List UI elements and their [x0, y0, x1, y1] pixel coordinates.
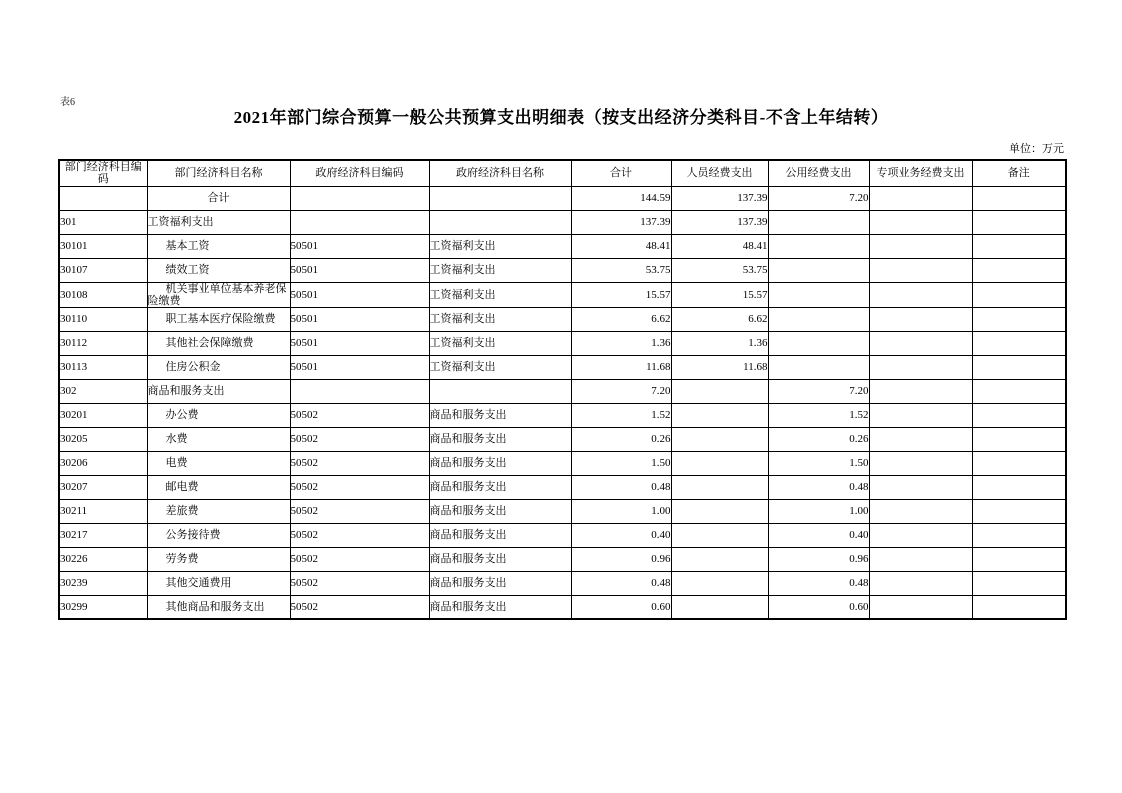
table-row	[59, 451, 1066, 475]
table-row	[59, 595, 1066, 619]
gov-name-cell: 商品和服务支出	[429, 595, 571, 619]
dept-name-cell: 绩效工资	[147, 258, 290, 282]
personnel-cell	[671, 547, 768, 571]
dept-code-cell: 30217	[59, 523, 147, 547]
remark-cell	[972, 258, 1066, 282]
public-cell: 1.50	[768, 451, 869, 475]
table-row	[59, 307, 1066, 331]
header-row	[59, 160, 1066, 186]
public-cell: 0.26	[768, 427, 869, 451]
special-cell	[869, 499, 972, 523]
special-cell	[869, 571, 972, 595]
total-cell: 0.48	[571, 571, 671, 595]
personnel-cell	[671, 403, 768, 427]
special-cell	[869, 282, 972, 307]
personnel-cell: 11.68	[671, 355, 768, 379]
public-cell	[768, 282, 869, 307]
gov-code-cell	[290, 210, 429, 234]
dept-code-cell: 30113	[59, 355, 147, 379]
gov-name-cell: 商品和服务支出	[429, 499, 571, 523]
remark-cell	[972, 331, 1066, 355]
gov-code-cell: 50502	[290, 451, 429, 475]
table-row	[59, 210, 1066, 234]
special-cell	[869, 595, 972, 619]
dept-name-cell: 邮电费	[147, 475, 290, 499]
personnel-cell	[671, 523, 768, 547]
gov-code-cell: 50502	[290, 499, 429, 523]
special-cell	[869, 523, 972, 547]
public-cell: 0.60	[768, 595, 869, 619]
table-body	[59, 186, 1066, 619]
public-cell	[768, 355, 869, 379]
gov-code-cell: 50501	[290, 355, 429, 379]
total-cell: 11.68	[571, 355, 671, 379]
gov-code-cell: 50501	[290, 234, 429, 258]
public-cell: 0.48	[768, 475, 869, 499]
dept-code-cell: 30108	[59, 282, 147, 307]
col-header-gov-code: 政府经济科目编码	[290, 160, 429, 186]
gov-code-cell: 50502	[290, 427, 429, 451]
dept-name-cell: 办公费	[147, 403, 290, 427]
dept-code-cell	[59, 186, 147, 210]
remark-cell	[972, 186, 1066, 210]
special-cell	[869, 355, 972, 379]
table-row	[59, 571, 1066, 595]
gov-code-cell: 50501	[290, 331, 429, 355]
remark-cell	[972, 547, 1066, 571]
table-row	[59, 547, 1066, 571]
gov-name-cell	[429, 379, 571, 403]
table-row	[59, 258, 1066, 282]
special-cell	[869, 307, 972, 331]
dept-code-cell: 30201	[59, 403, 147, 427]
dept-name-cell: 基本工资	[147, 234, 290, 258]
public-cell	[768, 258, 869, 282]
dept-code-cell: 30299	[59, 595, 147, 619]
special-cell	[869, 379, 972, 403]
public-cell: 0.48	[768, 571, 869, 595]
public-cell: 1.52	[768, 403, 869, 427]
total-cell: 137.39	[571, 210, 671, 234]
special-cell	[869, 331, 972, 355]
total-cell: 53.75	[571, 258, 671, 282]
col-header-gov-name: 政府经济科目名称	[429, 160, 571, 186]
gov-name-cell: 商品和服务支出	[429, 523, 571, 547]
dept-code-cell: 30206	[59, 451, 147, 475]
total-cell: 48.41	[571, 234, 671, 258]
remark-cell	[972, 282, 1066, 307]
remark-cell	[972, 379, 1066, 403]
dept-name-cell: 职工基本医疗保险缴费	[147, 307, 290, 331]
total-cell: 0.26	[571, 427, 671, 451]
personnel-cell: 48.41	[671, 234, 768, 258]
gov-name-cell: 工资福利支出	[429, 331, 571, 355]
unit-note: 单位：万元	[1009, 143, 1064, 155]
remark-cell	[972, 210, 1066, 234]
remark-cell	[972, 475, 1066, 499]
gov-name-cell: 商品和服务支出	[429, 571, 571, 595]
personnel-cell	[671, 595, 768, 619]
total-cell: 0.60	[571, 595, 671, 619]
special-cell	[869, 451, 972, 475]
special-cell	[869, 234, 972, 258]
table-row	[59, 186, 1066, 210]
page-title: 2021年部门综合预算一般公共预算支出明细表（按支出经济分类科目-不含上年结转）	[233, 108, 889, 127]
table-row	[59, 355, 1066, 379]
total-cell: 1.50	[571, 451, 671, 475]
public-cell	[768, 331, 869, 355]
personnel-cell	[671, 475, 768, 499]
dept-name-cell: 劳务费	[147, 547, 290, 571]
personnel-cell	[671, 499, 768, 523]
dept-code-cell: 30239	[59, 571, 147, 595]
gov-code-cell: 50501	[290, 282, 429, 307]
remark-cell	[972, 427, 1066, 451]
personnel-cell	[671, 427, 768, 451]
col-header-dept-name: 部门经济科目名称	[147, 160, 290, 186]
gov-name-cell: 工资福利支出	[429, 234, 571, 258]
dept-code-cell: 301	[59, 210, 147, 234]
dept-code-cell: 30211	[59, 499, 147, 523]
personnel-cell	[671, 571, 768, 595]
dept-code-cell: 30226	[59, 547, 147, 571]
dept-code-cell: 30207	[59, 475, 147, 499]
gov-name-cell: 商品和服务支出	[429, 451, 571, 475]
special-cell	[869, 547, 972, 571]
dept-code-cell: 30107	[59, 258, 147, 282]
gov-name-cell	[429, 210, 571, 234]
dept-name-cell: 公务接待费	[147, 523, 290, 547]
remark-cell	[972, 234, 1066, 258]
total-cell: 1.52	[571, 403, 671, 427]
gov-code-cell: 50502	[290, 547, 429, 571]
col-header-personnel: 人员经费支出	[671, 160, 768, 186]
gov-code-cell: 50501	[290, 307, 429, 331]
table-row	[59, 427, 1066, 451]
personnel-cell: 1.36	[671, 331, 768, 355]
dept-code-cell: 30112	[59, 331, 147, 355]
total-cell: 144.59	[571, 186, 671, 210]
dept-code-cell: 302	[59, 379, 147, 403]
total-cell: 0.48	[571, 475, 671, 499]
personnel-cell	[671, 379, 768, 403]
dept-name-cell: 其他社会保障缴费	[147, 331, 290, 355]
table-row	[59, 331, 1066, 355]
dept-code-cell: 30205	[59, 427, 147, 451]
total-cell: 0.40	[571, 523, 671, 547]
special-cell	[869, 427, 972, 451]
personnel-cell: 15.57	[671, 282, 768, 307]
gov-code-cell	[290, 186, 429, 210]
remark-cell	[972, 595, 1066, 619]
gov-code-cell: 50502	[290, 403, 429, 427]
gov-name-cell: 商品和服务支出	[429, 475, 571, 499]
special-cell	[869, 258, 972, 282]
remark-cell	[972, 355, 1066, 379]
personnel-cell	[671, 451, 768, 475]
special-cell	[869, 210, 972, 234]
personnel-cell: 53.75	[671, 258, 768, 282]
dept-name-cell: 水费	[147, 427, 290, 451]
remark-cell	[972, 451, 1066, 475]
gov-name-cell	[429, 186, 571, 210]
total-cell: 0.96	[571, 547, 671, 571]
remark-cell	[972, 307, 1066, 331]
special-cell	[869, 186, 972, 210]
gov-name-cell: 商品和服务支出	[429, 547, 571, 571]
dept-name-cell: 商品和服务支出	[147, 379, 290, 403]
dept-name-cell: 合计	[147, 186, 290, 210]
table-row	[59, 379, 1066, 403]
col-header-special: 专项业务经费支出	[869, 160, 972, 186]
gov-name-cell: 商品和服务支出	[429, 427, 571, 451]
col-header-total: 合计	[571, 160, 671, 186]
remark-cell	[972, 523, 1066, 547]
public-cell	[768, 307, 869, 331]
special-cell	[869, 403, 972, 427]
public-cell	[768, 210, 869, 234]
total-cell: 7.20	[571, 379, 671, 403]
total-cell: 6.62	[571, 307, 671, 331]
public-cell: 0.40	[768, 523, 869, 547]
dept-name-cell: 机关事业单位基本养老保险缴费	[147, 282, 290, 307]
public-cell: 0.96	[768, 547, 869, 571]
table-row	[59, 499, 1066, 523]
gov-code-cell	[290, 379, 429, 403]
table-row	[59, 475, 1066, 499]
col-header-remark: 备注	[972, 160, 1066, 186]
col-header-dept-code: 部门经济科目编码	[59, 160, 147, 186]
dept-code-cell: 30101	[59, 234, 147, 258]
public-cell: 7.20	[768, 186, 869, 210]
gov-name-cell: 工资福利支出	[429, 307, 571, 331]
col-header-public: 公用经费支出	[768, 160, 869, 186]
total-cell: 1.36	[571, 331, 671, 355]
dept-name-cell: 住房公积金	[147, 355, 290, 379]
dept-name-cell: 差旅费	[147, 499, 290, 523]
gov-name-cell: 工资福利支出	[429, 355, 571, 379]
budget-table	[58, 159, 1067, 620]
public-cell: 7.20	[768, 379, 869, 403]
gov-name-cell: 工资福利支出	[429, 282, 571, 307]
table-number-label: 表6	[60, 97, 75, 108]
table-row	[59, 523, 1066, 547]
personnel-cell: 6.62	[671, 307, 768, 331]
dept-name-cell: 工资福利支出	[147, 210, 290, 234]
dept-name-cell: 其他商品和服务支出	[147, 595, 290, 619]
personnel-cell: 137.39	[671, 210, 768, 234]
remark-cell	[972, 403, 1066, 427]
public-cell	[768, 234, 869, 258]
table-row	[59, 234, 1066, 258]
table-row	[59, 403, 1066, 427]
table-row	[59, 282, 1066, 307]
remark-cell	[972, 571, 1066, 595]
gov-code-cell: 50502	[290, 571, 429, 595]
public-cell: 1.00	[768, 499, 869, 523]
gov-code-cell: 50501	[290, 258, 429, 282]
dept-code-cell: 30110	[59, 307, 147, 331]
dept-name-cell: 其他交通费用	[147, 571, 290, 595]
dept-name-cell: 电费	[147, 451, 290, 475]
gov-code-cell: 50502	[290, 595, 429, 619]
gov-name-cell: 商品和服务支出	[429, 403, 571, 427]
gov-name-cell: 工资福利支出	[429, 258, 571, 282]
personnel-cell: 137.39	[671, 186, 768, 210]
special-cell	[869, 475, 972, 499]
remark-cell	[972, 499, 1066, 523]
gov-code-cell: 50502	[290, 523, 429, 547]
total-cell: 15.57	[571, 282, 671, 307]
total-cell: 1.00	[571, 499, 671, 523]
gov-code-cell: 50502	[290, 475, 429, 499]
